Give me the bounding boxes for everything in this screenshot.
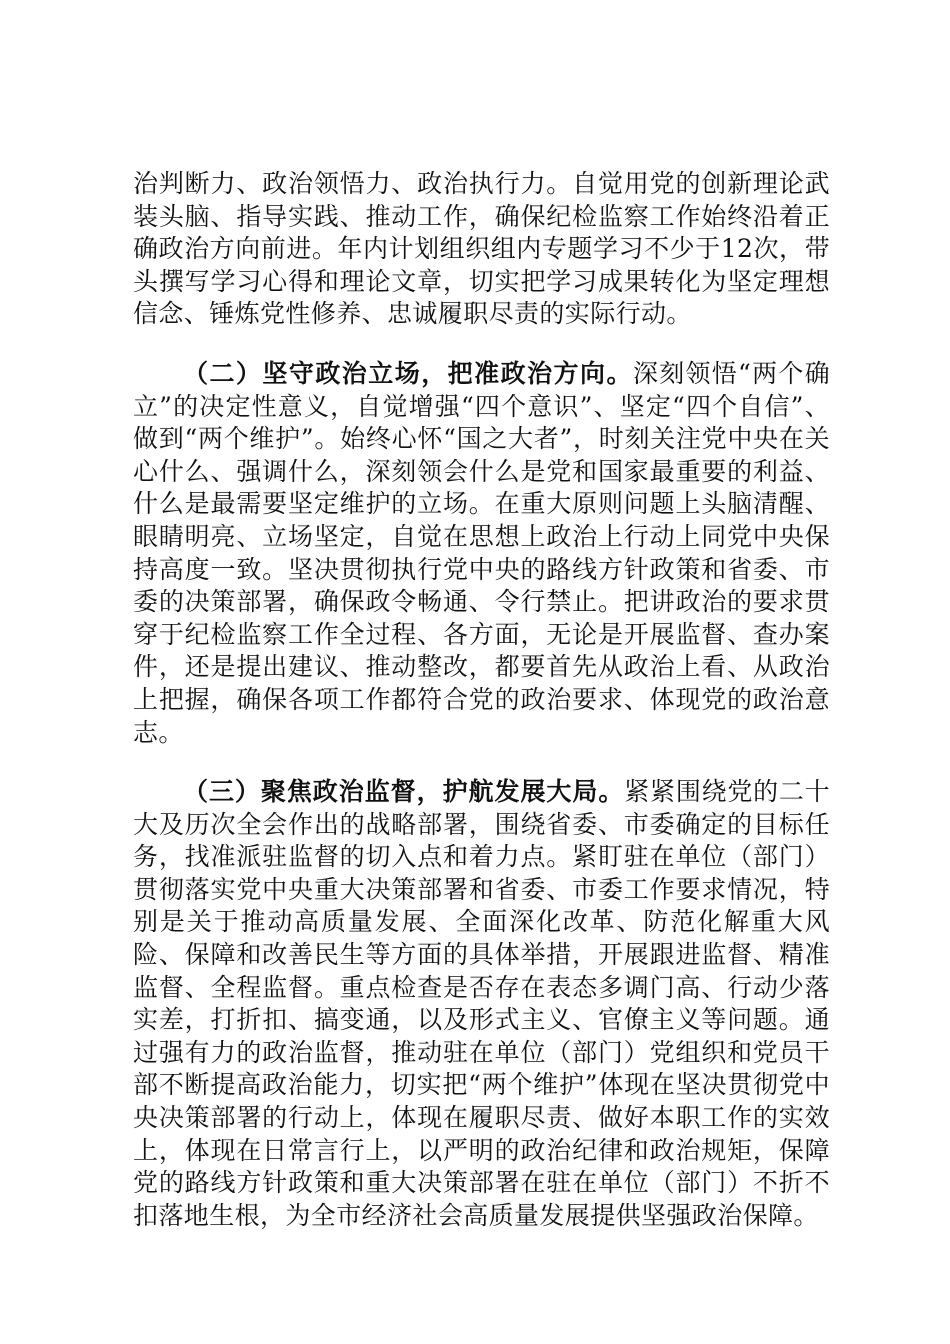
section-heading-3: （三）聚焦政治监督，护航发展大局。 [183, 777, 625, 807]
paragraph-1 [133, 168, 830, 331]
document-body [133, 168, 830, 1259]
paragraph-1-text: 治判断力、政治领悟力、政治执行力。自觉用党的创新理论武装头脑、指导实践、推动工作，确保纪检监察工作始终沿着正确政治方向前进。年内计划组织组内专题学习不少于12次，带头撰写学习心得和理论文章，切实把学习成果转化为坚定理想信念、锤炼党性修养、忠诚履职尽责的实际行动。 [133, 169, 830, 329]
paragraph-3-text: 紧紧围绕党的二十大及历次全会作出的战略部署，围绕省委、市委确定的目标任务，找准派驻监督的切入点和着力点。紧盯驻在单位（部门）贯彻落实党中央重大决策部署和省委、市委工作要求情况，特别是关于推动高质量发展、全面深化改革、防范化解重大风险、保障和改善民生等方面的具体举措，开展跟进监督、精准监督、全程监督。重点检查是否存在表态多调门高、行动少落实差，打折扣、搞变通，以及形式主义、官僚主义等问题。通过强有力的政治监督，推动驻在单位（部门）党组织和党员干部不断提高政治能力，切实把“两个维护”体现在坚决贯彻党中央决策部署的行动上，体现在履职尽责、做好本职工作的实效上，体现在日常言行上，以严明的政治纪律和政治规矩，保障党的路线方针政策和重大决策部署在驻在单位（部门）不折不扣落地生根，为全市经济社会高质量发展提供坚强政治保障。 [133, 777, 831, 1230]
section-heading-2: （二）坚守政治立场，把准政治方向。 [183, 358, 633, 388]
paragraph-2 [133, 358, 830, 749]
paragraph-2-text: 深刻领悟“两个确立”的决定性意义，自觉增强“四个意识”、坚定“四个自信”、做到“两个维护”。始终心怀“国之大者”，时刻关注党中央在关心什么、强调什么，深刻领会什么是党和国家最重要的利益、什么是最需要坚定维护的立场。在重大原则问题上头脑清醒、眼睛明亮、立场坚定，自觉在思想上政治上行动上同党中央保持高度一致。坚决贯彻执行党中央的路线方针政策和省委、市委的决策部署，确保政令畅通、令行禁止。把讲政治的要求贯穿于纪检监察工作全过程、各方面，无论是开展监督、查办案件，还是提出建议、推动整改，都要首先从政治上看、从政治上把握，确保各项工作都符合党的政治要求、体现党的政治意志。 [133, 358, 831, 747]
paragraph-3 [133, 776, 830, 1232]
